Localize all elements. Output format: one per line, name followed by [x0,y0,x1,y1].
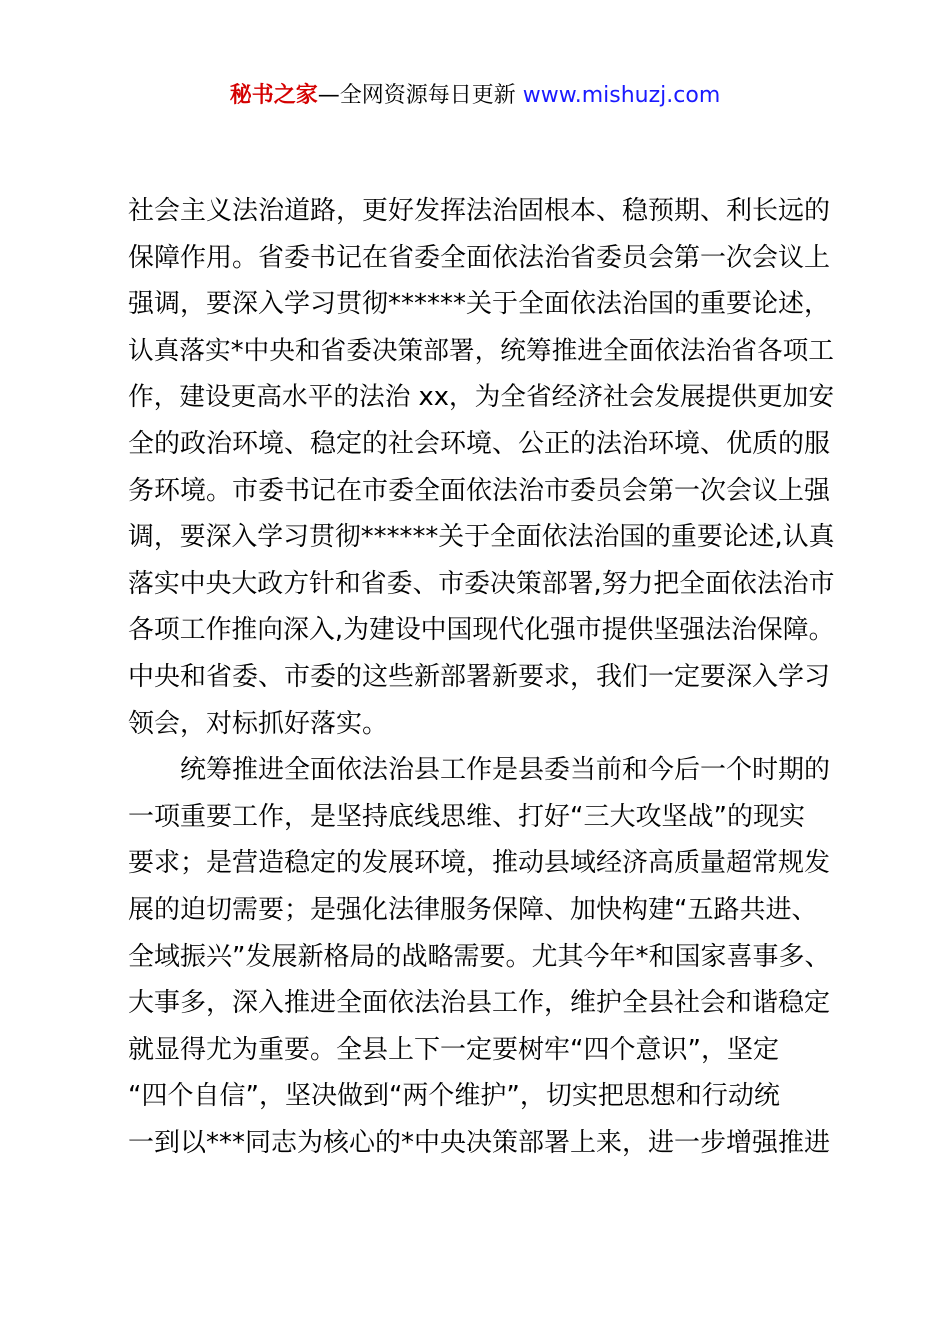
text-line: 中央和省委、市委的这些新部署新要求，我们一定要深入学习 [128,661,831,692]
text-line: 展的迫切需要；是强化法律服务保障、加快构建“五路共进、 [128,894,818,925]
text-line: 保障作用。省委书记在省委全面依法治省委员会第一次会议上 [128,242,831,273]
text-line: 要求；是营造稳定的发展环境，推动县域经济高质量超常规发 [128,848,831,879]
text-line: 全的政治环境、稳定的社会环境、公正的法治环境、优质的服 [128,428,831,459]
text-line: 调，要深入学习贯彻******关于全面依法治国的重要论述,认真 [128,522,835,553]
header-tagline: —全网资源每日更新 [317,83,516,108]
text-line: 认真落实*中央和省委决策部署，统筹推进全面依法治省各项工 [128,335,834,366]
text-line: 务环境。市委书记在市委全面依法治市委员会第一次会议上强 [128,475,831,506]
text-line: “四个自信”，坚决做到“两个维护”，切实把思想和行动统 [128,1081,780,1112]
paragraph-2 [128,747,838,1166]
text-line: 社会主义法治道路，更好发挥法治固根本、稳预期、利长远的 [128,196,831,226]
header-brand: 秘书之家 [229,83,318,108]
text-line: 一项重要工作，是坚持底线思维、打好“三大攻坚战”的现实 [128,801,805,832]
text-line: 就显得尤为重要。全县上下一定要树牢“四个意识”，坚定 [128,1034,779,1065]
text-line: 作，建设更高水平的法治 xx，为全省经济社会发展提供更加安 [128,382,835,413]
text-line: 各项工作推向深入,为建设中国现代化强市提供坚强法治保障。 [128,615,835,646]
text-line: 领会，对标抓好落实。 [128,708,389,739]
paragraph-1 [128,188,838,747]
text-line: 全域振兴”发展新格局的战略需要。尤其今年*和国家喜事多、 [128,941,831,972]
text-line: 统筹推进全面依法治县工作是县委当前和今后一个时期的 [180,755,831,786]
header-url[interactable]: www.mishuzj.com [522,83,721,108]
text-line: 大事多，深入推进全面依法治县工作，维护全县社会和谐稳定 [128,988,831,1019]
document-body [128,188,838,1166]
text-line: 强调，要深入学习贯彻******关于全面依法治国的重要论述， [128,289,831,320]
text-line: 一到以***同志为核心的*中央决策部署上来，进一步增强推进 [128,1127,831,1158]
page-header [0,80,950,112]
text-line: 落实中央大政方针和省委、市委决策部署,努力把全面依法治市 [128,568,835,599]
